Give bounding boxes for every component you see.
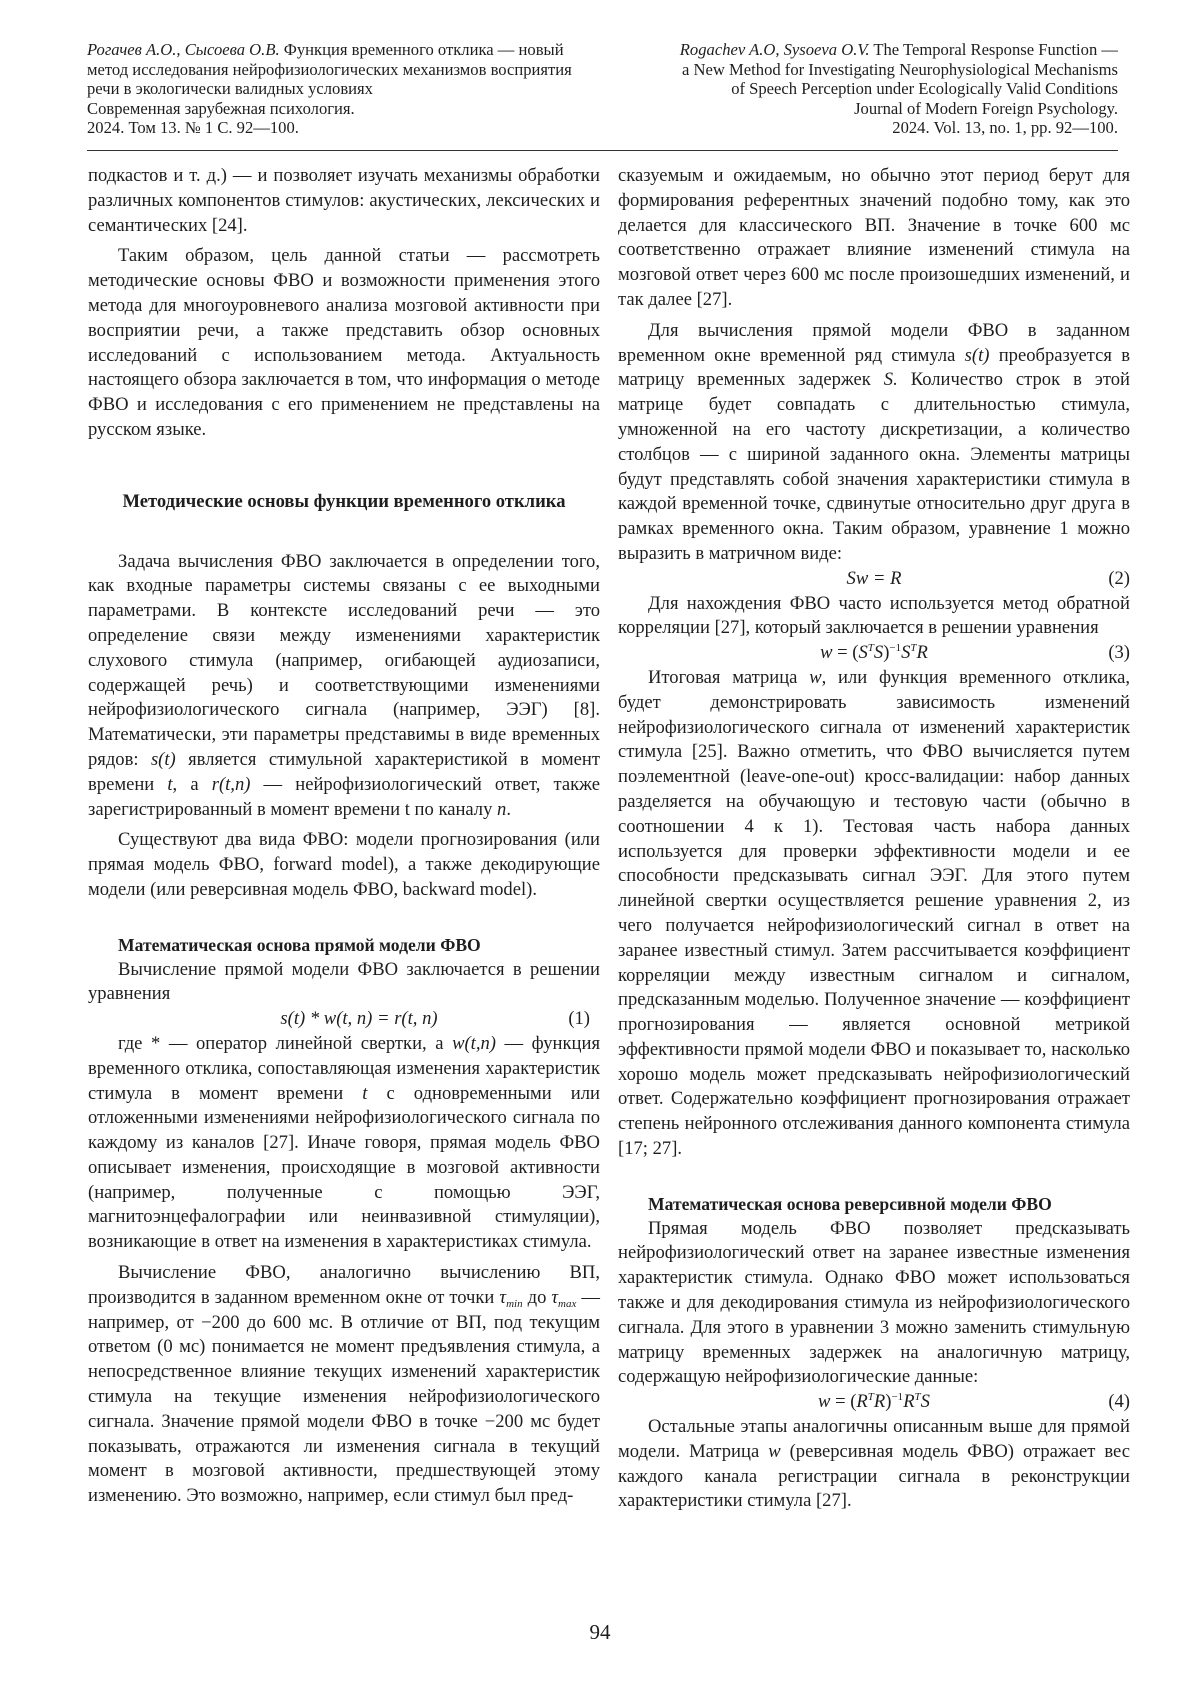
- left-column: [88, 164, 600, 1509]
- equation-2-formula: Sw = R: [846, 567, 902, 589]
- header-journal-ru: Современная зарубежная психология.: [87, 98, 355, 118]
- header-title-en-1: The Temporal Response Function —: [873, 40, 1118, 59]
- header-title-en-3: of Speech Perception under Ecologically Valid Conditions: [731, 79, 1118, 99]
- header-title-ru: Функция временного отклика — новый метод исследования нейрофизиологических механизмов восприятия речи в экологически валидных условиях: [87, 40, 572, 99]
- equation-4: [618, 1390, 1130, 1415]
- subsection-heading-backward: Математическая основа реверсивной модели ФВО: [648, 1193, 1052, 1214]
- header-title-en-2: a New Method for Investigating Neurophysiological Mechanisms: [682, 59, 1118, 79]
- left-paragraph-6: где * — оператор линейной свертки, а w(t,n) — функция временного отклика, сопоставляющая изменения характеристик стимула в момент времени t с одновременными или отложенными изменениями нейрофизиологического сигнала по каждому из каналов [27]. Иначе говоря, прямая модель ФВО описывает изменения, происходящие в мозговой активности (например, полученные с помощью ЭЭГ, магнитоэнцефалографии или неинвазивной стимуляции), возникающие в ответ на изменения в характеристиках стимула.: [88, 1032, 600, 1253]
- equation-2: [618, 567, 1130, 592]
- right-paragraph-4: Итоговая матрица w, или функция временного отклика, будет демонстрировать зависимость изменений нейрофизиологического сигнала от изменений характеристик стимула [25]. Важно отметить, что ФВО вычисляется путем поэлементной (leave-one-out) кросс-валидации: набор данных разделяется на обучающую и тестовую части (обычно в соотношении 4 к 1). Тестовая часть набора данных используется для проверки эффективности модели и ее способности предсказывать сигнал ЭЭГ. Для этого путем линейной свертки осуществляется решение уравнения 2, из чего получается нейрофизиологический сигнал в ответ на заранее известный стимул. Затем рассчитывается коэффициент корреляции между известным сигналом и сигналом, предсказанным моделью. Полученное значение — коэффициент прогнозирования — является основной метрикой эффективности прямой модели ФВО и показывает то, насколько хорошо модель может предсказывать нейрофизиологический ответ. Содержательно коэффициент прогнозирования отражает степень нейронного отслеживания данного компонента стимула [17; 27].: [618, 666, 1131, 1160]
- right-column: [618, 164, 1130, 1514]
- header-issue-en: 2024. Vol. 13, no. 1, pp. 92—100.: [892, 118, 1118, 138]
- right-paragraph-5: Прямая модель ФВО позволяет предсказывать нейрофизиологический ответ на заранее известные изменения характеристик стимула. Однако ФВО может использоваться также и для декодирования стимула из нейрофизиологического сигнала. Для этого в уравнении 3 можно заменить стимульную матрицу временных задержек на аналогичную матрицу, содержащую нейрофизиологические данные:: [618, 1217, 1130, 1388]
- running-header-left: [87, 40, 597, 138]
- header-authors-en: Rogachev A.O, Sysoeva O.V.: [679, 40, 870, 59]
- subsection-heading-forward: Математическая основа прямой модели ФВО: [118, 934, 481, 955]
- equation-4-formula: $w = (R^TR)^{-1}R^TS$: [818, 1391, 930, 1413]
- right-paragraph-3: Для нахождения ФВО часто используется метод обратной корреляции [27], который заключается в решении уравнения: [618, 592, 1130, 639]
- equation-3-formula: $w = (S^TS)^{-1}S^TR$: [820, 642, 928, 664]
- right-paragraph-2: Для вычисления прямой модели ФВО в заданном временном окне временной ряд стимула s(t) преобразуется в матрицу временных задержек S. Количество строк в этой матрице будет совпадать с длительностью стимула, умноженной на его частоту дискретизации, а количество столбцов — с шириной заданного окна. Элементы матрицы будут представлять собой значения характеристики стимула в каждой временной точке, сдвинутые относительно друг друга в рамках временного окна. Таким образом, уравнение 1 можно выразить в матричном виде:: [618, 319, 1130, 564]
- left-paragraph-2: Таким образом, цель данной статьи — рассмотреть методические основы ФВО и возможности применения этого метода для многоуровневого анализа мозговой активности при восприятии речи, а также представить обзор основных исследований с использованием метода. Актуальность настоящего обзора заключается в том, что информация о методе ФВО и исследования с его применением не представлены на русском языке.: [88, 245, 600, 440]
- equation-4-number: (4): [1108, 1391, 1130, 1413]
- section-heading: Методические основы функции временного отклика: [122, 490, 566, 512]
- header-journal-en: Journal of Modern Foreign Psychology.: [854, 98, 1118, 118]
- left-paragraph-3: Задача вычисления ФВО заключается в определении того, как входные параметры системы связаны с ее выходными параметрами. В контексте исследований речи — это определение связи между изменениями характеристик слухового стимула (например, огибающей аудиозаписи, содержащей речь) и соответствующими изменениями нейрофизиологического сигнала (например, ЭЭГ) [8]. Математически, эти параметры представимы в виде временных рядов: s(t) является стимульной характеристикой в момент времени t, а r(t,n) — нейрофизиологический ответ, также зарегистрированный в момент времени t по каналу n.: [88, 550, 600, 820]
- header-authors-ru: Рогачев А.О., Сысоева О.В.: [87, 40, 280, 59]
- header-divider: [87, 150, 1118, 151]
- page-number: 94: [589, 1620, 611, 1644]
- right-paragraph-6: Остальные этапы аналогичны описанным выше для прямой модели. Матрица w (реверсивная модель ФВО) отражает вес каждого канала регистрации сигнала в реконструкции характеристики стимула [27].: [618, 1416, 1130, 1512]
- equation-1-formula: s(t) * w(t, n) = r(t, n): [280, 1008, 438, 1030]
- right-paragraph-1: сказуемым и ожидаемым, но обычно этот период берут для формирования референтных значений подобно тому, как это делается для классического ВП. Значение в точке 600 мс соответственно отражает влияние изменений стимула на мозговой ответ через 600 мс после произошедших изменений, и так далее [27].: [618, 165, 1130, 310]
- header-issue-ru: 2024. Том 13. № 1 С. 92—100.: [87, 118, 299, 138]
- left-paragraph-1: подкастов и т. д.) — и позволяет изучать механизмы обработки различных компонентов стимулов: акустических, лексических и семантических [24].: [88, 165, 600, 236]
- running-header-right: [603, 40, 1118, 138]
- left-paragraph-4: Существуют два вида ФВО: модели прогнозирования (или прямая модель ФВО, forward model), а также декодирующие модели (или реверсивная модель ФВО, backward model).: [88, 829, 600, 900]
- equation-3: [618, 641, 1130, 666]
- equation-2-number: (2): [1108, 567, 1130, 589]
- equation-1-number: (1): [568, 1008, 590, 1030]
- equation-3-number: (3): [1108, 642, 1130, 664]
- equation-1: [88, 1007, 600, 1032]
- left-paragraph-7: Вычисление ФВО, аналогично вычислению ВП, производится в заданном временном окне от точки $\tau_{min}$ до $\tau_{max}$ — например, от −200 до 600 мс. В отличие от ВП, под текущим ответом (0 мс) понимается не момент предъявления стимула, а непосредственное влияние текущих изменений характеристик стимула на текущие изменения нейрофизиологического сигнала. Значение прямой модели ФВО в точке −200 мс будет показывать, отражаются ли изменения сигнала в текущий момент в мозговой активности, предшествующей этому изменению. Это возможно, например, если стимул был пред-: [88, 1262, 600, 1507]
- left-paragraph-5: Вычисление прямой модели ФВО заключается в решении уравнения: [88, 958, 600, 1005]
